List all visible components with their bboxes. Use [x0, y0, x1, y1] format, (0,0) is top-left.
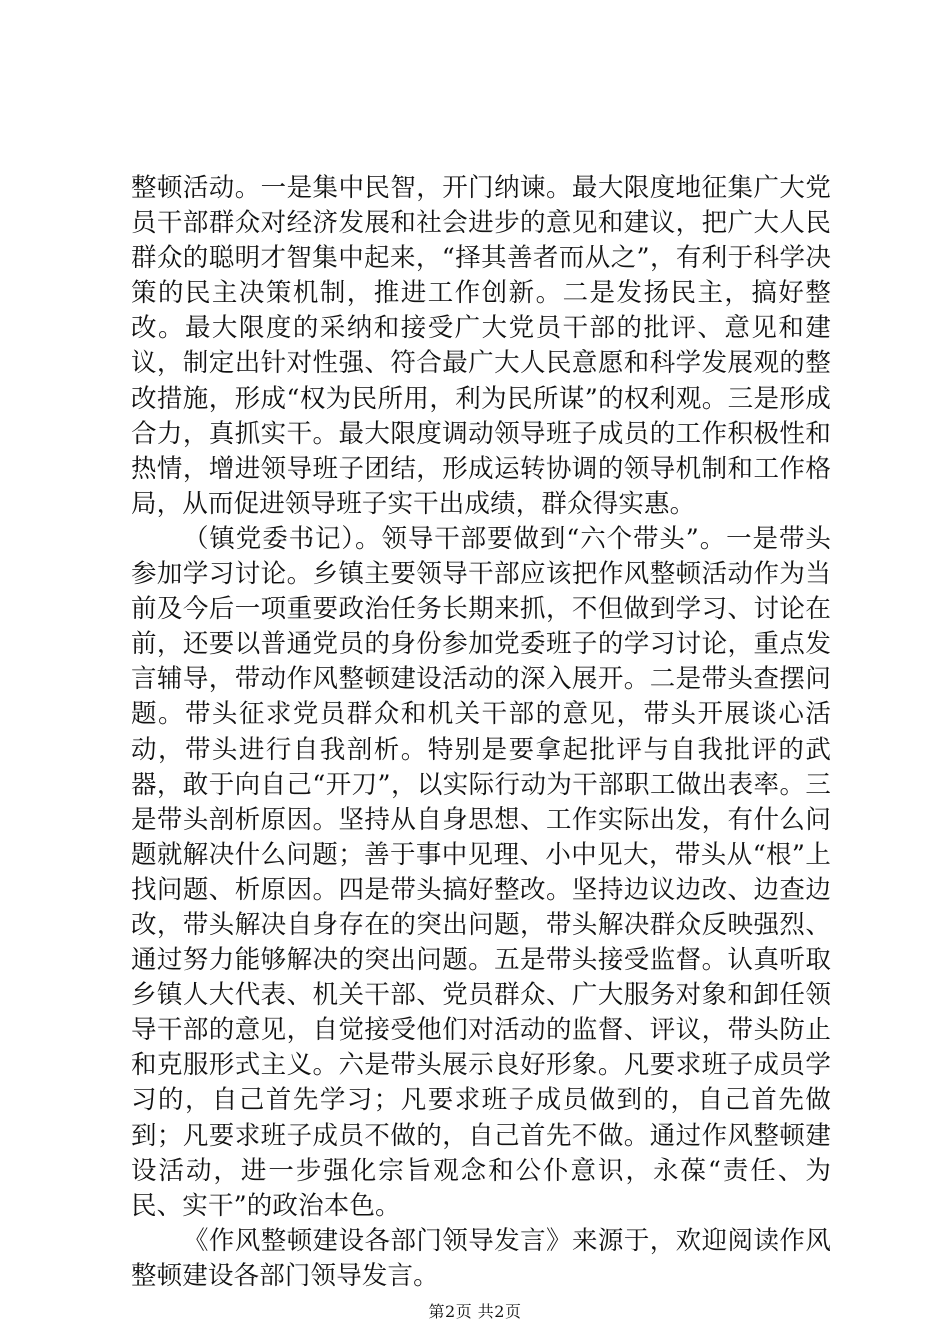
page-number-footer: 第2页 共2页: [428, 1302, 522, 1321]
body-paragraph-continued: 整顿活动。一是集中民智，开门纳谏。最大限度地征集广大党员干部群众对经济发展和社会进步的意见和建议，把广大人民群众的聪明才智集中起来，“择其善者而从之”，有利于科学决策的民主决策机制，推进工作创新。二是发扬民主，搞好整改。最大限度的采纳和接受广大党员干部的批评、意见和建议，制定出针对性强、符合最广大人民意愿和科学发展观的整改措施，形成“权为民所用，利为民所谋”的权利观。三是形成合力，真抓实干。最大限度调动领导班子成员的工作积极性和热情，增进领导班子团结，形成运转协调的领导机制和工作格局，从而促进领导班子实干出成绩，群众得实惠。: [131, 173, 831, 519]
body-paragraph-source-note: 《作风整顿建设各部门领导发言》来源于，欢迎阅读作风整顿建设各部门领导发言。: [131, 1225, 831, 1291]
body-paragraph-party-secretary: （镇党委书记）。领导干部要做到“六个带头”。一是带头参加学习讨论。乡镇主要领导干部应该把作风整顿活动作为当前及今后一项重要政治任务长期来抓，不但做到学习、讨论在前，还要以普通党员的身份参加党委班子的学习讨论，重点发言辅导，带动作风整顿建设活动的深入展开。二是带头查摆问题。带头征求党员群众和机关干部的意见，带头开展谈心活动，带头进行自我剖析。特别是要拿起批评与自我批评的武器，敢于向自己“开刀”，以实际行动为干部职工做出表率。三是带头剖析原因。坚持从自身思想、工作实际出发，有什么问题就解决什么问题；善于事中见理、小中见大，带头从“根”上找问题、析原因。四是带头搞好整改。坚持边议边改、边查边改，带头解决自身存在的突出问题，带头解决群众反映强烈、通过努力能够解决的突出问题。五是带头接受监督。认真听取乡镇人大代表、机关干部、党员群众、广大服务对象和卸任领导干部的意见，自觉接受他们对活动的监督、评议，带头防止和克服形式主义。六是带头展示良好形象。凡要求班子成员学习的，自己首先学习；凡要求班子成员做到的，自己首先做到；凡要求班子成员不做的，自己首先不做。通过作风整顿建设活动，进一步强化宗旨观念和公仆意识，永葆“责任、为民、实干”的政治本色。: [131, 523, 831, 1221]
document-body: [131, 171, 831, 1294]
